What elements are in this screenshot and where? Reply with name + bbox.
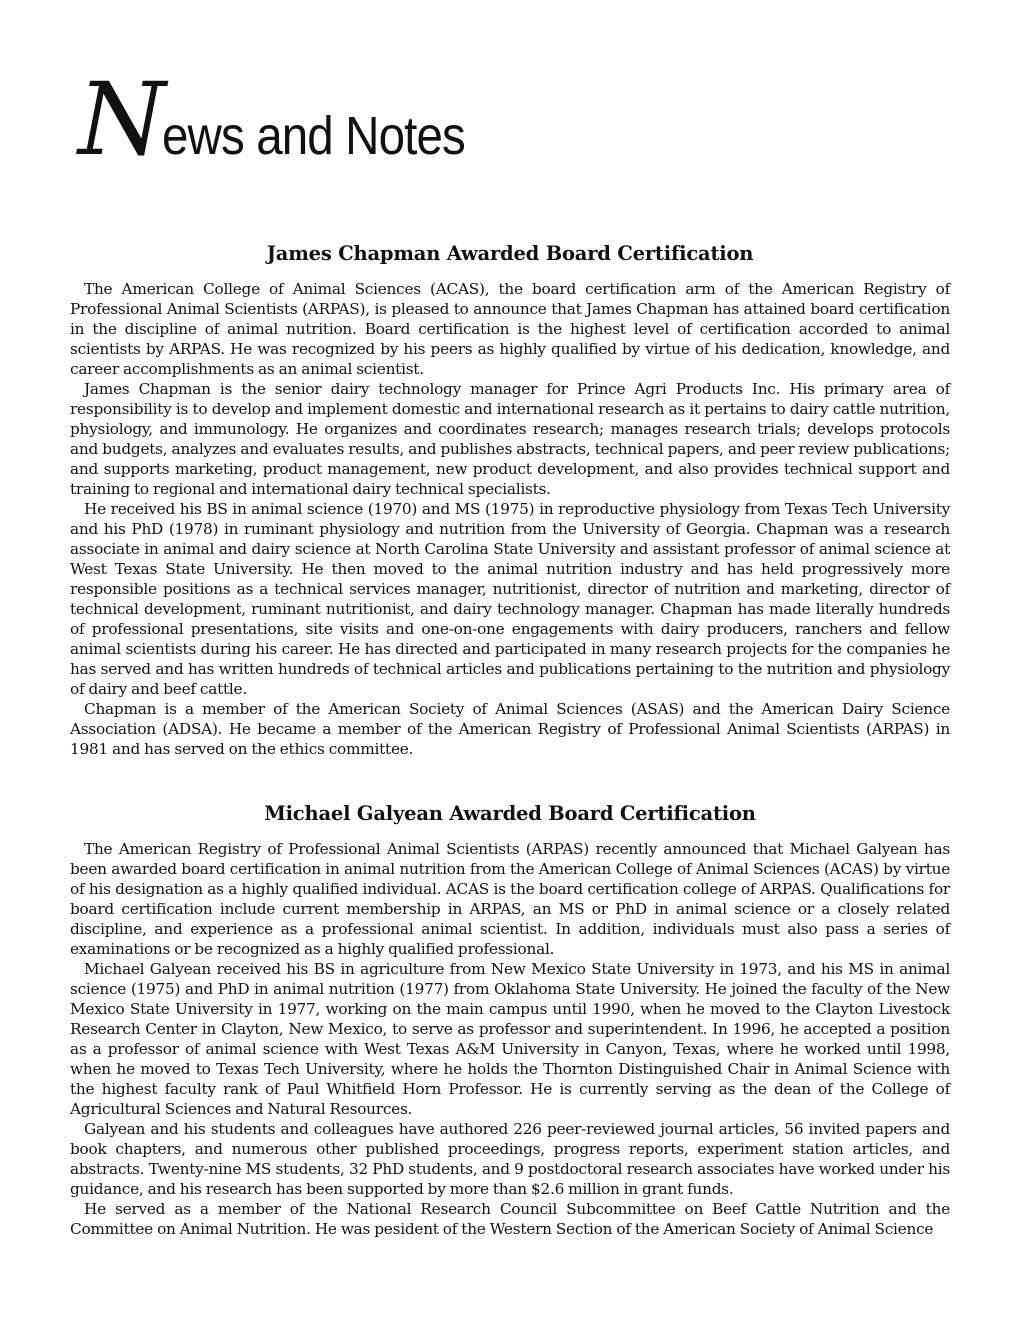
article-title: Michael Galyean Awarded Board Certification (264, 802, 756, 825)
article-chapman (70, 241, 950, 759)
article-paragraph: He served as a member of the National Research Council Subcommittee on Beef Cattle Nutrition and the Committee on Animal Nutrition. He was pesident of the Western Section of the American Society of Animal Science (70, 1200, 950, 1238)
masthead-initial: N (78, 61, 164, 178)
section-masthead (78, 61, 506, 190)
masthead-title: ews and Notes (161, 106, 465, 166)
article-galyean (70, 801, 950, 1239)
article-paragraph: The American College of Animal Sciences (ACAS), the board certification arm of the American Registry of Professional Animal Scientists (ARPAS), is pleased to announce that James Chapman has attained board certification in the discipline of animal nutrition. Board certification is the highest level of certification accorded to animal scientists by ARPAS. He was recognized by his peers as highly qualified by virtue of his dedication, knowledge, and career accomplishments as an animal scientist. (70, 280, 950, 378)
article-paragraph: The American Registry of Professional Animal Scientists (ARPAS) recently announced that Michael Galyean has been awarded board certification in animal nutrition from the American College of Animal Sciences (ACAS) by virtue of his designation as a highly qualified individual. ACAS is the board certification college of ARPAS. Qualifications for board certification include current membership in ARPAS, an MS or PhD in animal science or a closely related discipline, and experience as a professional animal scientist. In addition, individuals must also pass a series of examinations or be recognized as a highly qualified professional. (70, 840, 950, 958)
article-paragraph: Chapman is a member of the American Society of Animal Sciences (ASAS) and the American Dairy Science Association (ADSA). He became a member of the American Registry of Professional Animal Scientists (ARPAS) in 1981 and has served on the ethics committee. (70, 700, 950, 758)
article-paragraph: Michael Galyean received his BS in agriculture from New Mexico State University in 1973, and his MS in animal science (1975) and PhD in animal nutrition (1977) from Oklahoma State University. He joined the faculty of the New Mexico State University in 1977, working on the main campus until 1990, when he moved to the Clayton Livestock Research Center in Clayton, New Mexico, to serve as professor and superintendent. In 1996, he accepted a position as a professor of animal science with West Texas A&M University in Canyon, Texas, where he worked until 1998, when he moved to Texas Tech University, where he holds the Thornton Distinguished Chair in Animal Science with the highest faculty rank of Paul Whitfield Horn Professor. He is currently serving as the dean of the College of Agricultural Sciences and Natural Resources. (70, 960, 950, 1118)
article-paragraph: He received his BS in animal science (1970) and MS (1975) in reproductive physiology from Texas Tech University and his PhD (1978) in ruminant physiology and nutrition from the University of Georgia. Chapman was a research associate in animal and dairy science at North Carolina State University and assistant professor of animal science at West Texas State University. He then moved to the animal nutrition industry and has held progressively more responsible positions as a technical services manager, nutritionist, director of nutrition and marketing, director of technical development, ruminant nutritionist, and dairy technology manager. Chapman has made literally hundreds of professional presentations, site visits and one-on-one engagements with dairy producers, ranchers and fellow animal scientists during his career. He has directed and participated in many research projects for the companies he has served and has written hundreds of technical articles and publications pertaining to the nutrition and physiology of dairy and beef cattle. (70, 500, 950, 698)
article-paragraph: Galyean and his students and colleagues have authored 226 peer-reviewed journal articles, 56 invited papers and book chapters, and numerous other published proceedings, progress reports, experiment station articles, and abstracts. Twenty-nine MS students, 32 PhD students, and 9 postdoctoral research associates have worked under his guidance, and his research has been supported by more than $2.6 million in grant funds. (70, 1120, 950, 1198)
article-title: James Chapman Awarded Board Certification (266, 242, 754, 265)
article-paragraph: James Chapman is the senior dairy technology manager for Prince Agri Products Inc. His primary area of responsibility is to develop and implement domestic and international research as it pertains to dairy cattle nutrition, physiology, and immunology. He organizes and coordinates research; manages research trials; develops protocols and budgets, analyzes and evaluates results, and publishes abstracts, technical papers, and peer review publications; and supports marketing, product management, new product development, and also provides technical support and training to regional and international dairy technical specialists. (70, 380, 950, 498)
